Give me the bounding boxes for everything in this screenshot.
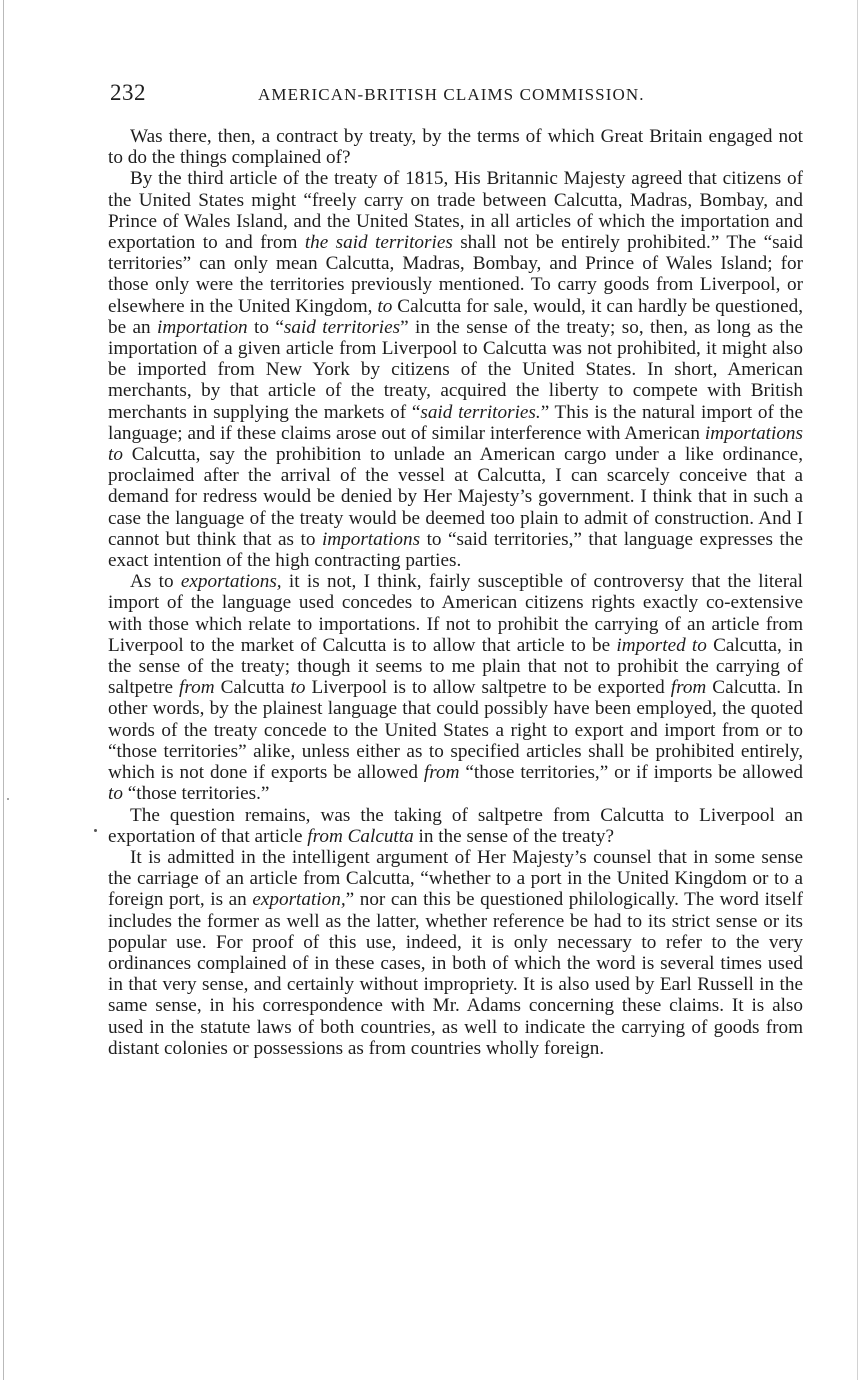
italic-run: from Calcutta [307,825,414,847]
paragraph [108,847,803,1059]
italic-run: from [670,677,707,699]
italic-run: to [377,295,393,317]
print-speck [7,798,9,800]
text-run: Calcutta, say the prohibition to unlade an American cargo under a like ordinance, proclaimed after the arrival of the vessel at Calcutta, I can scarcely conceive that a demand for redress would be denied by Her Majesty’s government. I think that in such a case the language of the treaty would be deemed too plain to admit of construction. And I cannot but think that as to [108,444,803,550]
italic-run: exportations, [180,571,282,593]
paragraph [108,571,803,804]
italic-run: exportation, [252,889,346,911]
paragraph [108,805,803,847]
text-run: Liverpool is to allow saltpetre to be exported [305,677,671,699]
text-run: Calcutta. In other words, by the plainest language that could possibly have been employed, the quoted words of the treaty concede to the United States a right to export and import from or to “those territories” alike, unless either as to specified articles shall be prohibited entirely, which is not done if exports be allowed [108,677,804,784]
page-edge-left [3,0,4,1380]
running-head: AMERICAN-BRITISH CLAIMS COMMISSION. [258,85,645,104]
page-edge-right [857,0,858,1380]
italic-run: from [423,762,460,784]
print-speck [94,829,97,832]
italic-run: importation [157,316,248,338]
text-run: in the sense of the treaty? [413,825,615,847]
italic-run: imported to [616,634,707,656]
italic-run: to [108,783,123,805]
text-run: As to [130,571,181,593]
text-run: Was there, then, a contract by treaty, by the terms of which Great Britain engaged not to do the things complained of? [108,126,803,169]
text-run: Calcutta, in the sense of the treaty; though it seems to me plain that not to prohibit the carrying of saltpetre [108,634,803,699]
text-run: Calcutta [214,677,291,699]
text-run: By the third article of the treaty of 1815, His Britannic Majesty agreed that citizens of the United States might “freely carry on trade between Calcutta, Madras, Bombay, and Prince of Wales Island, and the United States, in all articles of which the importation and exportation to and from [108,168,803,254]
italic-run: to [290,677,306,699]
text-run: “those territories.” [122,783,270,805]
text-run: Calcutta for sale, would, it can hardly be questioned, be an [108,295,803,338]
text-run: “those territories,” or if imports be allowed [459,762,804,784]
paragraph [108,168,803,571]
body-text [108,126,803,1059]
text-run: shall not be entirely prohibited.” The “said territories” can only mean Calcutta, Madras, Bombay, and Prince of Wales Island; for those only were the territories previously mentioned. To carry goods from Liverpool, or elsewhere in the United Kingdom, [108,232,803,317]
italic-run: from [179,677,215,699]
text-run: It is admitted in the intelligent argument of Her Majesty’s counsel that in some sense the carriage of an article from Calcutta, “whether to a port in the United Kingdom or to a foreign port, is an [108,846,803,911]
italic-run: importations to [108,422,803,466]
italic-run: the said territories [304,232,453,254]
text-run: ” nor can this be questioned philologically. The word itself includes the former as well as the latter, whether reference be had to its strict sense or its popular use. For proof of this use, indeed, it is only necessary to refer to the very ordinances complained of in these cases, in both of which the word is several times used in that very sense, and certainly without impropriety. It is also used by Earl Russell in the same sense, in his correspondence with Mr. Adams concerning these claims. It is also used in the statute laws of both countries, as well to indicate the carrying of goods from distant colonies or possessions as from countries wholly foreign. [108,889,803,1059]
italic-run: said territories [283,316,401,338]
text-run: ” This is the natural import of the language; and if these claims arose out of similar interference with American [108,401,803,444]
text-run: it is not, I think, fairly susceptible of controversy that the literal import of the language used concedes to American citizens rights exactly co-extensive with those which relate to importations. If not to prohibit the carrying of an article from Liverpool to the market of Calcutta is to allow that article to be [108,571,804,656]
page-header [110,80,804,112]
text-run: to “ [247,316,284,338]
paragraph [108,126,803,168]
italic-run: said territories. [420,401,541,423]
text-run: The question remains, was the taking of saltpetre from Calcutta to Liverpool an exportation of that article [108,804,803,847]
page-number: 232 [110,80,146,105]
italic-run: importations [321,528,421,550]
text-run: to “said territories,” that language expresses the exact intention of the high contracting parties. [108,528,803,572]
text-run: ” in the sense of the treaty; so, then, as long as the importation of a given article from Liverpool to Calcutta was not prohibited, it might also be imported from New York by citizens of the United States. In short, American merchants, by that article of the treaty, acquired the liberty to compete with British merchants in supplying the markets of “ [108,316,803,423]
